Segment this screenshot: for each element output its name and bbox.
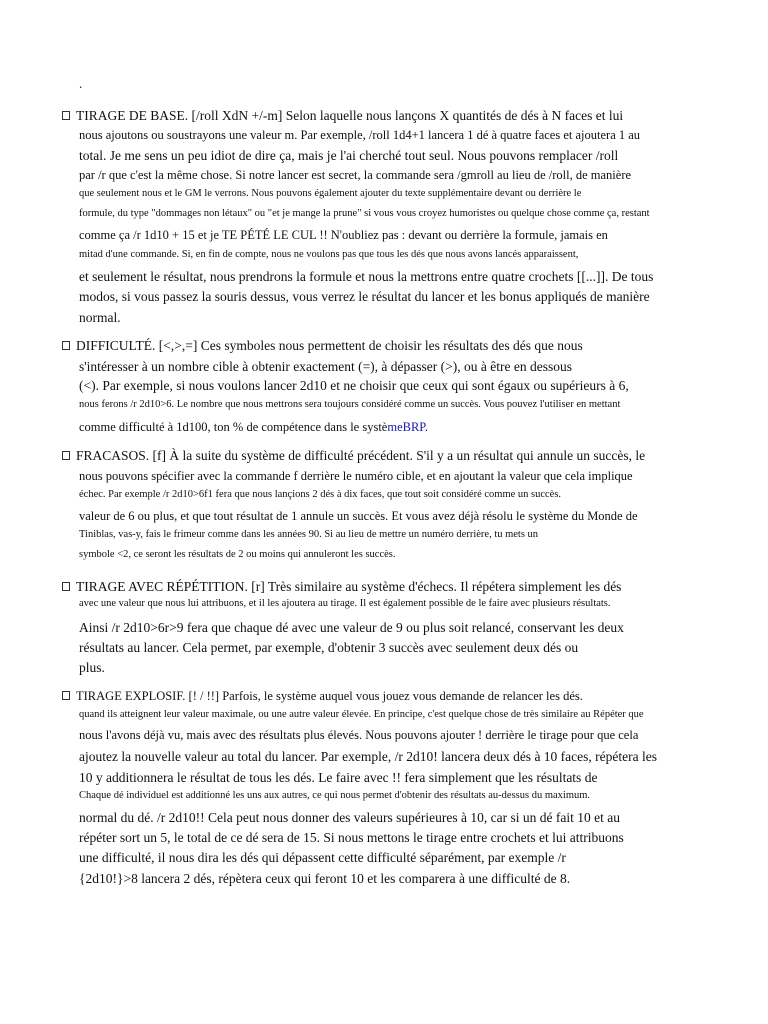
text-line xyxy=(79,421,428,434)
text-line: nous l'avons déjà vu, mais avec des résultats plus élevés. Nous pouvons ajouter ! derrière le tirage pour que cela xyxy=(79,728,639,742)
section-heading-line: TIRAGE DE BASE. [/roll XdN +/-m] Selon laquelle nous lançons X quantités de dés à N faces et lui xyxy=(76,108,624,123)
bullet-box-icon xyxy=(62,582,70,591)
text-line: une difficulté, il nous dira les dés qui dépassent cette difficulté séparément, par exemple /r xyxy=(79,850,566,865)
text-line: comme ça /r 1d10 + 15 et je TE PÉTÉ LE CUL !! N'oubliez pas : devant ou derrière la formule, jamais en xyxy=(79,228,608,242)
text-line: {2d10!}>8 lancera 2 dés, répètera ceux qui feront 10 et les comparera à une difficulté de 8. xyxy=(79,871,571,886)
text-line: valeur de 6 ou plus, et que tout résultat de 1 annule un succès. Et vous avez déjà résolu le système du Monde de xyxy=(79,509,638,523)
text-line: (<). Par exemple, si nous voulons lancer 2d10 et ne choisir que ceux qui sont égaux ou supérieurs à 6, xyxy=(79,378,629,393)
text-line: par /r que c'est la même chose. Si notre lancer est secret, la commande sera /gmroll au lieu de /roll, de manière xyxy=(79,168,632,182)
text-line: s'intéresser à un nombre cible à obtenir exactement (=), à dépasser (>), ou à être en dessous xyxy=(79,359,572,374)
text-line-lead: comme difficulté à 1d100, ton % de compétence dans le systè xyxy=(79,420,388,434)
text-line: modos, si vous passez la souris dessus, vous verrez le résultat du lancer et les bonus appliqués de manière xyxy=(79,289,650,304)
text-line: avec une valeur que nous lui attribuons, et il les ajoutera au tirage. Il est également possible de le faire avec plusieurs résultats. xyxy=(79,598,611,609)
text-line: résultats au lancer. Cela permet, par exemple, d'obtenir 3 succès avec seulement deux dés ou xyxy=(79,640,579,655)
text-line: ajoutez la nouvelle valeur au total du lancer. Par exemple, /r 2d10! lancera deux dés à 10 faces, répétera les xyxy=(79,749,657,764)
bullet-line xyxy=(62,580,621,594)
bullet-box-icon xyxy=(62,691,70,700)
text-line: répéter sort un 5, le total de ce dé sera de 15. Si nous mettons le tirage entre crochets et lui attribuons xyxy=(79,830,624,845)
text-line: normal du dé. /r 2d10!! Cela peut nous donner des valeurs supérieures à 10, car si un dé fait 10 et au xyxy=(79,810,620,825)
brp-link[interactable]: meBRP xyxy=(387,420,425,434)
text-line-tail: . xyxy=(424,420,428,434)
text-line: Tiniblas, vas-y, fais le frimeur comme dans les années 90. Si au lieu de mettre un numéro derrière, tu mets un xyxy=(79,529,539,540)
text-line: nous ajoutons ou soustrayons une valeur m. Par exemple, /roll 1d4+1 lancera 1 dé à quatre faces et ajoutera 1 au xyxy=(79,128,641,142)
bullet-box-icon xyxy=(62,451,70,460)
text-line: nous pouvons spécifier avec la commande f derrière le numéro cible, et en ajoutant la valeur que cela implique xyxy=(79,469,633,483)
bullet-line xyxy=(62,339,583,353)
section-heading-line: TIRAGE AVEC RÉPÉTITION. [r] Très similaire au système d'échecs. Il répétera simplement les dés xyxy=(76,579,622,594)
text-line: symbole <2, ce seront les résultats de 2 ou moins qui annuleront les succès. xyxy=(79,549,396,560)
text-line: total. Je me sens un peu idiot de dire ça, mais je l'ai cherché tout seul. Nous pouvons remplacer /roll xyxy=(79,148,619,163)
text-line: que seulement nous et le GM le verrons. Nous pouvons également ajouter du texte supplémentaire devant ou derrière le xyxy=(79,188,582,199)
text-line: mitad d'une commande. Si, en fin de compte, nous ne voulons pas que tous les dés que nous avons lancés apparaissent, xyxy=(79,249,579,260)
bullet-line xyxy=(62,449,645,463)
text-line: formule, du type "dommages non létaux" ou "et je mange la prune" si vous vous croyez humoristes ou quelque chose comme ça, restant xyxy=(79,208,650,219)
text-line: et seulement le résultat, nous prendrons la formule et nous la mettrons entre quatre crochets [[...]]. De tous xyxy=(79,269,654,284)
text-line: plus. xyxy=(79,660,105,675)
section-heading-line: DIFFICULTÉ. [<,>,=] Ces symboles nous permettent de choisir les résultats des dés que nous xyxy=(76,338,583,353)
text-line: Ainsi /r 2d10>6r>9 fera que chaque dé avec une valeur de 9 ou plus soit relancé, conservant les deux xyxy=(79,620,624,635)
stray-dot: . xyxy=(79,76,83,91)
text-line: quand ils atteignent leur valeur maximale, ou une autre valeur élevée. En principe, c'est quelque chose de très similaire au Répéter que xyxy=(79,709,644,720)
text-line: Chaque dé individuel est additionné les uns aux autres, ce qui nous permet d'obtenir des résultats au-dessus du maximum. xyxy=(79,790,591,801)
text-line: 10 y additionnera le résultat de tous les dés. Le faire avec !! fera simplement que les résultats de xyxy=(79,770,598,785)
bullet-line xyxy=(62,690,583,703)
bullet-box-icon xyxy=(62,341,70,350)
section-heading-line: TIRAGE EXPLOSIF. [! / !!] Parfois, le système auquel vous jouez vous demande de relancer les dés. xyxy=(76,689,583,703)
text-line: nous ferons /r 2d10>6. Le nombre que nous mettrons sera toujours considéré comme un succès. Vous pouvez l'utiliser en mettant xyxy=(79,399,621,410)
bullet-line xyxy=(62,109,623,123)
text-line: normal. xyxy=(79,310,121,325)
section-heading-line: FRACASOS. [f] À la suite du système de difficulté précédent. S'il y a un résultat qui annule un succès, le xyxy=(76,448,646,463)
bullet-box-icon xyxy=(62,111,70,120)
text-line: échec. Par exemple /r 2d10>6f1 fera que nous lançions 2 dés à dix faces, que tout soit considéré comme un succès. xyxy=(79,489,562,500)
